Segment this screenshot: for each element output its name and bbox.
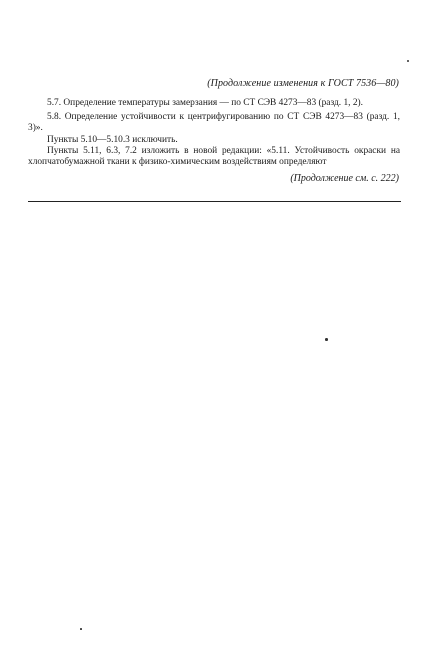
scan-speck bbox=[80, 628, 82, 630]
paragraph-5-7: 5.7. Определение температуры замерзания — по СТ СЭВ 4273—83 (разд. 1, 2). bbox=[47, 98, 363, 108]
paragraph-items-removed: Пункты 5.10—5.10.3 исключить. bbox=[47, 134, 178, 145]
scan-speck bbox=[325, 338, 328, 341]
continuation-footer: (Продолжение см. с. 222) bbox=[290, 173, 399, 184]
scan-speck bbox=[407, 60, 409, 62]
paragraph-new-edition: Пункты 5.11, 6.3, 7.2 изложить в новой редакции: «5.11. Устойчивость окраски на хлопчатобумажной ткани к физико-химическим воздействиям определяют bbox=[28, 145, 400, 168]
document-body bbox=[28, 98, 400, 168]
paragraph-5-8: 5.8. Определение устойчивости к центрифугированию по СТ СЭВ 4273—83 (разд. 1, 3)». bbox=[28, 112, 400, 134]
horizontal-rule bbox=[28, 201, 401, 202]
continuation-header: (Продолжение изменения к ГОСТ 7536—80) bbox=[207, 78, 399, 89]
